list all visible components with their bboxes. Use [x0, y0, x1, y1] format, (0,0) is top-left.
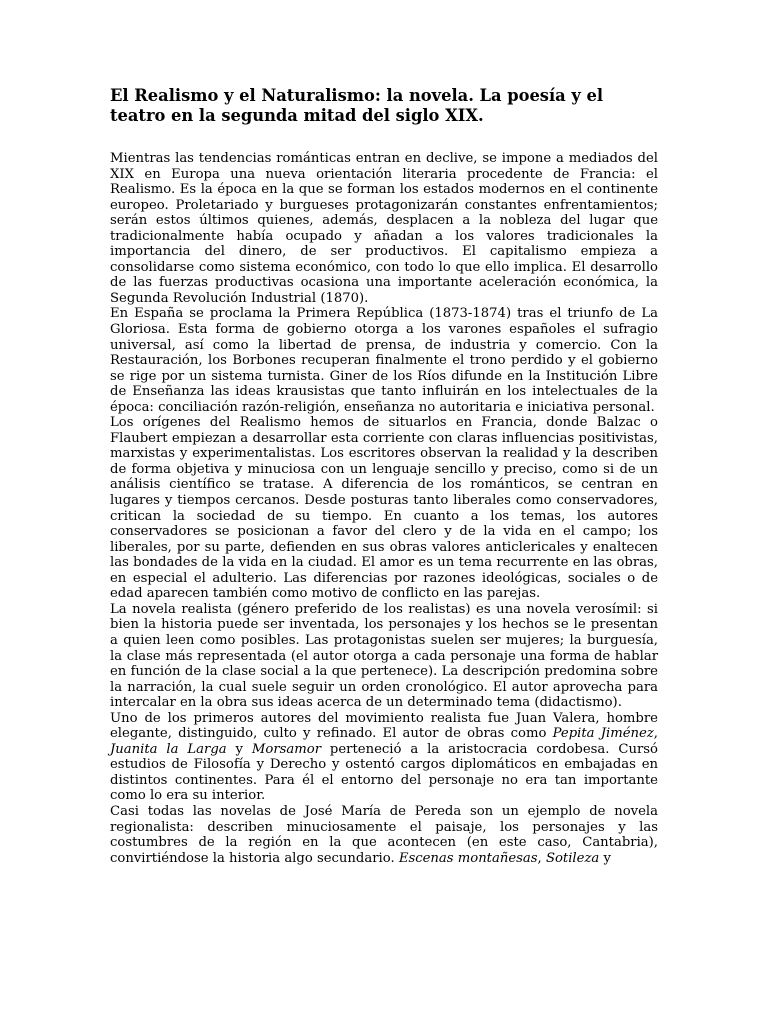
work-title: Pepita Jiménez	[552, 726, 654, 742]
paragraph: En España se proclama la Primera República (1873-1874) tras el triunfo de La Gloriosa. Esta forma de gobierno otorga a los varones españoles el sufragio universal, así como la libertad de prensa, de industria y comercio. Con la Restauración, los Borbones recuperan finalmente el trono perdido y el gobierno se rige por un sistema turnista. Giner de los Ríos difunde en la Institución Libre de Enseñanza las ideas krausistas que tanto influirán en los intelectuales de la época: conciliación razón-religión, enseñanza no autoritaria e iniciativa personal.	[110, 306, 658, 415]
paragraph: Mientras las tendencias románticas entran en declive, se impone a mediados del XIX en Europa una nueva orientación literaria procedente de Francia: el Realismo. Es la época en la que se forman los estados modernos en el continente europeo. Proletariado y burgueses protagonizarán constantes enfrentamientos; serán estos últimos quienes, además, desplacen a la nobleza del lugar que tradicionalmente había ocupado y añadan a los valores tradicionales la importancia del dinero, de ser productivos. El capitalismo empieza a consolidarse como sistema económico, con todo lo que ello implica. El desarrollo de las fuerzas productivas ocasiona una importante aceleración económica, la Segunda Revolución Industrial (1870).	[110, 151, 658, 306]
document-title: El Realismo y el Naturalismo: la novela. La poesía y el teatro en la segunda mitad del siglo XIX.	[110, 86, 604, 125]
work-title: Morsamor	[251, 741, 322, 757]
document-page	[110, 86, 658, 866]
separator: ,	[653, 726, 658, 742]
work-title: Sotileza	[545, 850, 600, 866]
work-title: Juanita la Larga	[110, 741, 227, 757]
separator: ,	[537, 850, 546, 866]
paragraph-text: y	[599, 850, 611, 866]
work-title: Escenas montañesas	[398, 850, 538, 866]
paragraph: La novela realista (género preferido de los realistas) es una novela verosímil: si bien la historia puede ser inventada, los personajes y los hechos se le presentan a quien leen como posibles. Las protagonistas suelen ser mujeres; la burguesía, la clase más representada (el autor otorga a cada personaje una forma de hablar en función de la clase social a la que pertenece). La descripción predomina sobre la narración, la cual suele seguir un orden cronológico. El autor aprovecha para intercalar en la obra sus ideas acerca de un determinado tema (didactismo).	[110, 601, 658, 711]
paragraph-text: Uno de los primeros autores del movimiento realista fue Juan Valera, hombre elegante, distinguido, culto y refinado. El autor de obras como	[110, 710, 658, 742]
paragraph-text: perteneció a la aristocracia cordobesa. Cursó estudios de Filosofía y Derecho y ostentó cargos diplomáticos en embajadas en distintos continentes. Para él el entorno del personaje no era tan importante como lo era su interior.	[110, 741, 658, 804]
separator: y	[226, 741, 252, 757]
paragraph-text: Casi todas las novelas de José María de Pereda son un ejemplo de novela regionalista: describen minuciosamente el paisaje, los personajes y las costumbres de la región en la que acontecen (en este caso, Cantabria), convirtiéndose la historia algo secundario.	[110, 803, 658, 866]
paragraph: Los orígenes del Realismo hemos de situarlos en Francia, donde Balzac o Flaubert empiezan a desarrollar esta corriente con claras influencias positivistas, marxistas y experimentalistas. Los escritores observan la realidad y la describen de forma objetiva y minuciosa con un lenguaje sencillo y preciso, como si de un análisis científico se tratase. A diferencia de los románticos, se centran en lugares y tiempos cercanos. Desde posturas tanto liberales como conservadores, critican la sociedad de su tiempo. En cuanto a los temas, los autores conservadores se posicionan a favor del clero y de la vida en el campo; los liberales, por su parte, defienden en sus obras valores anticlericales y enaltecen las bondades de la vida en la ciudad. El amor es un tema recurrente en las obras, en especial el adulterio. Las diferencias por razones ideológicas, sociales o de edad aparecen también como motivo de conflicto en las parejas.	[110, 415, 658, 602]
paragraph	[110, 711, 658, 804]
paragraph	[110, 804, 658, 866]
